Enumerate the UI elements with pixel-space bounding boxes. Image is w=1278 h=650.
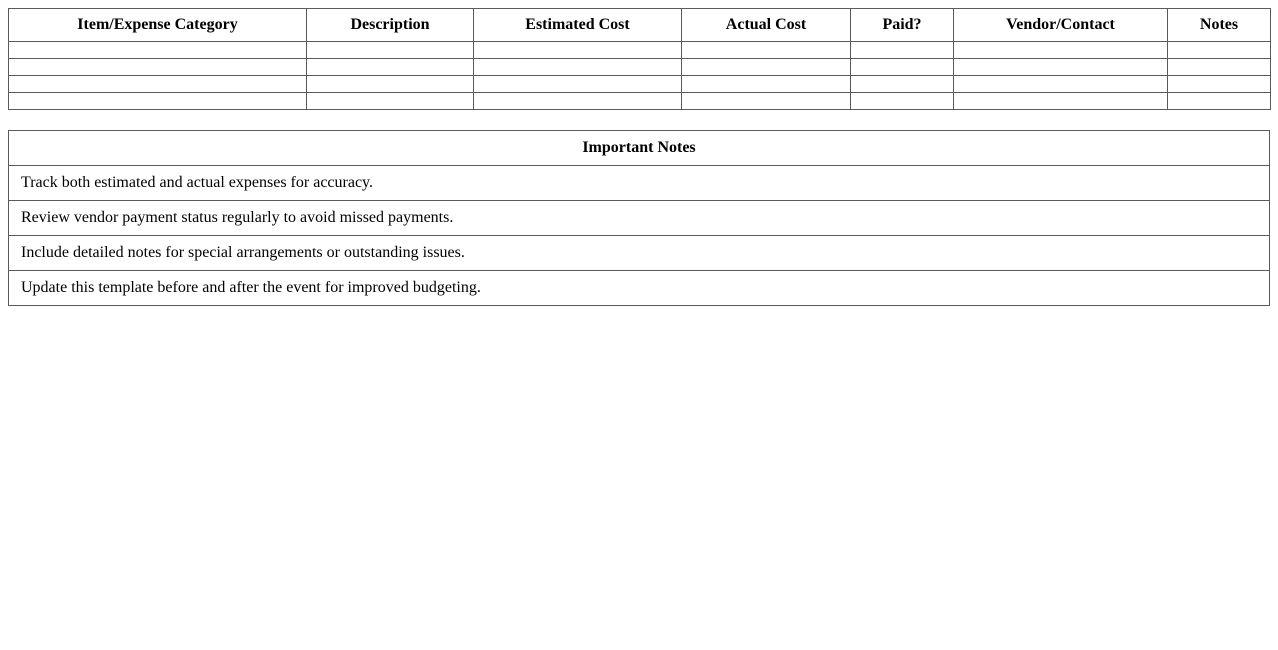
column-header-actual-cost: Actual Cost	[682, 9, 851, 42]
table-cell[interactable]	[1168, 93, 1271, 110]
column-header-description: Description	[307, 9, 474, 42]
table-row	[9, 42, 1271, 59]
column-header-estimated-cost: Estimated Cost	[474, 9, 682, 42]
table-cell[interactable]	[307, 42, 474, 59]
table-cell[interactable]	[307, 93, 474, 110]
column-header-notes: Notes	[1168, 9, 1271, 42]
note-item: Review vendor payment status regularly to avoid missed payments.	[9, 201, 1270, 236]
table-cell[interactable]	[851, 42, 954, 59]
table-cell[interactable]	[682, 93, 851, 110]
column-header-paid: Paid?	[851, 9, 954, 42]
table-cell[interactable]	[682, 42, 851, 59]
table-cell[interactable]	[1168, 42, 1271, 59]
table-cell[interactable]	[682, 59, 851, 76]
note-item: Include detailed notes for special arrangements or outstanding issues.	[9, 236, 1270, 271]
table-cell[interactable]	[954, 76, 1168, 93]
table-row	[9, 59, 1271, 76]
column-header-category: Item/Expense Category	[9, 9, 307, 42]
table-cell[interactable]	[307, 59, 474, 76]
table-cell[interactable]	[851, 93, 954, 110]
notes-title: Important Notes	[9, 131, 1270, 166]
table-cell[interactable]	[9, 76, 307, 93]
table-row	[9, 76, 1271, 93]
table-cell[interactable]	[682, 76, 851, 93]
expense-table	[8, 8, 1271, 110]
table-cell[interactable]	[474, 42, 682, 59]
table-cell[interactable]	[851, 76, 954, 93]
table-cell[interactable]	[851, 59, 954, 76]
important-notes-table	[8, 130, 1270, 306]
table-cell[interactable]	[954, 93, 1168, 110]
table-cell[interactable]	[474, 93, 682, 110]
notes-row	[9, 201, 1270, 236]
note-item: Update this template before and after the event for improved budgeting.	[9, 271, 1270, 306]
table-cell[interactable]	[1168, 76, 1271, 93]
table-cell[interactable]	[474, 59, 682, 76]
notes-row	[9, 166, 1270, 201]
table-cell[interactable]	[9, 59, 307, 76]
notes-header-row	[9, 131, 1270, 166]
table-cell[interactable]	[1168, 59, 1271, 76]
table-row	[9, 93, 1271, 110]
notes-row	[9, 271, 1270, 306]
header-row	[9, 9, 1271, 42]
table-cell[interactable]	[954, 42, 1168, 59]
table-cell[interactable]	[954, 59, 1168, 76]
notes-row	[9, 236, 1270, 271]
note-item: Track both estimated and actual expenses for accuracy.	[9, 166, 1270, 201]
table-cell[interactable]	[9, 93, 307, 110]
column-header-vendor-contact: Vendor/Contact	[954, 9, 1168, 42]
table-cell[interactable]	[474, 76, 682, 93]
table-cell[interactable]	[9, 42, 307, 59]
table-cell[interactable]	[307, 76, 474, 93]
